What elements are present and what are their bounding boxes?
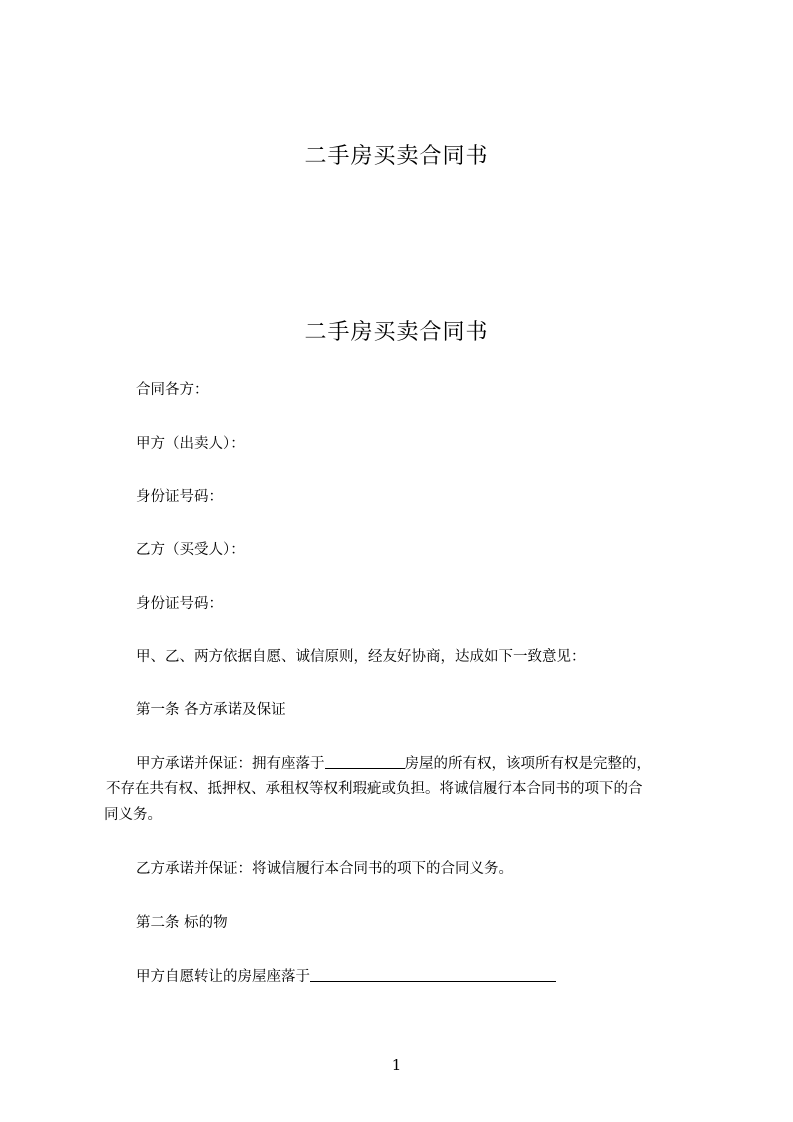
article1-para-a-line2: 不存在共有权、抵押权、承租权等权利瑕疵或负担。将诚信履行本合同书的项下的合 — [106, 781, 643, 797]
property-location-blank — [325, 754, 405, 769]
article1-para-a-line3: 同义务。 — [104, 807, 162, 823]
party-b-id-label: 身份证号码： — [136, 596, 223, 612]
article1-heading: 第一条 各方承诺及保证 — [136, 702, 286, 718]
document-title: 二手房买卖合同书 — [304, 320, 489, 345]
party-b-label: 乙方（买受人）： — [136, 542, 245, 558]
preamble: 甲、乙、两方依据自愿、诚信原则，经友好协商，达成如下一致意见： — [136, 649, 586, 665]
transferred-property-location-blank — [310, 967, 556, 982]
article2-heading: 第二条 标的物 — [136, 915, 228, 931]
party-a-id-label: 身份证号码： — [136, 489, 223, 505]
party-a-label: 甲方（出卖人）： — [136, 436, 245, 452]
cover-title: 二手房买卖合同书 — [304, 144, 489, 169]
article2-para-location — [136, 966, 556, 987]
parties-heading: 合同各方： — [136, 382, 209, 398]
article1-para-a-text-after: 房屋的所有权，该项所有权是完整的， — [404, 756, 651, 772]
article1-para-a-line1 — [136, 753, 651, 774]
article1-para-a-text-before: 甲方承诺并保证：拥有座落于 — [136, 756, 325, 772]
article1-para-b: 乙方承诺并保证：将诚信履行本合同书的项下的合同义务。 — [136, 861, 513, 877]
page-number: 1 — [391, 1056, 402, 1074]
article2-location-text: 甲方自愿转让的房屋座落于 — [136, 969, 310, 985]
